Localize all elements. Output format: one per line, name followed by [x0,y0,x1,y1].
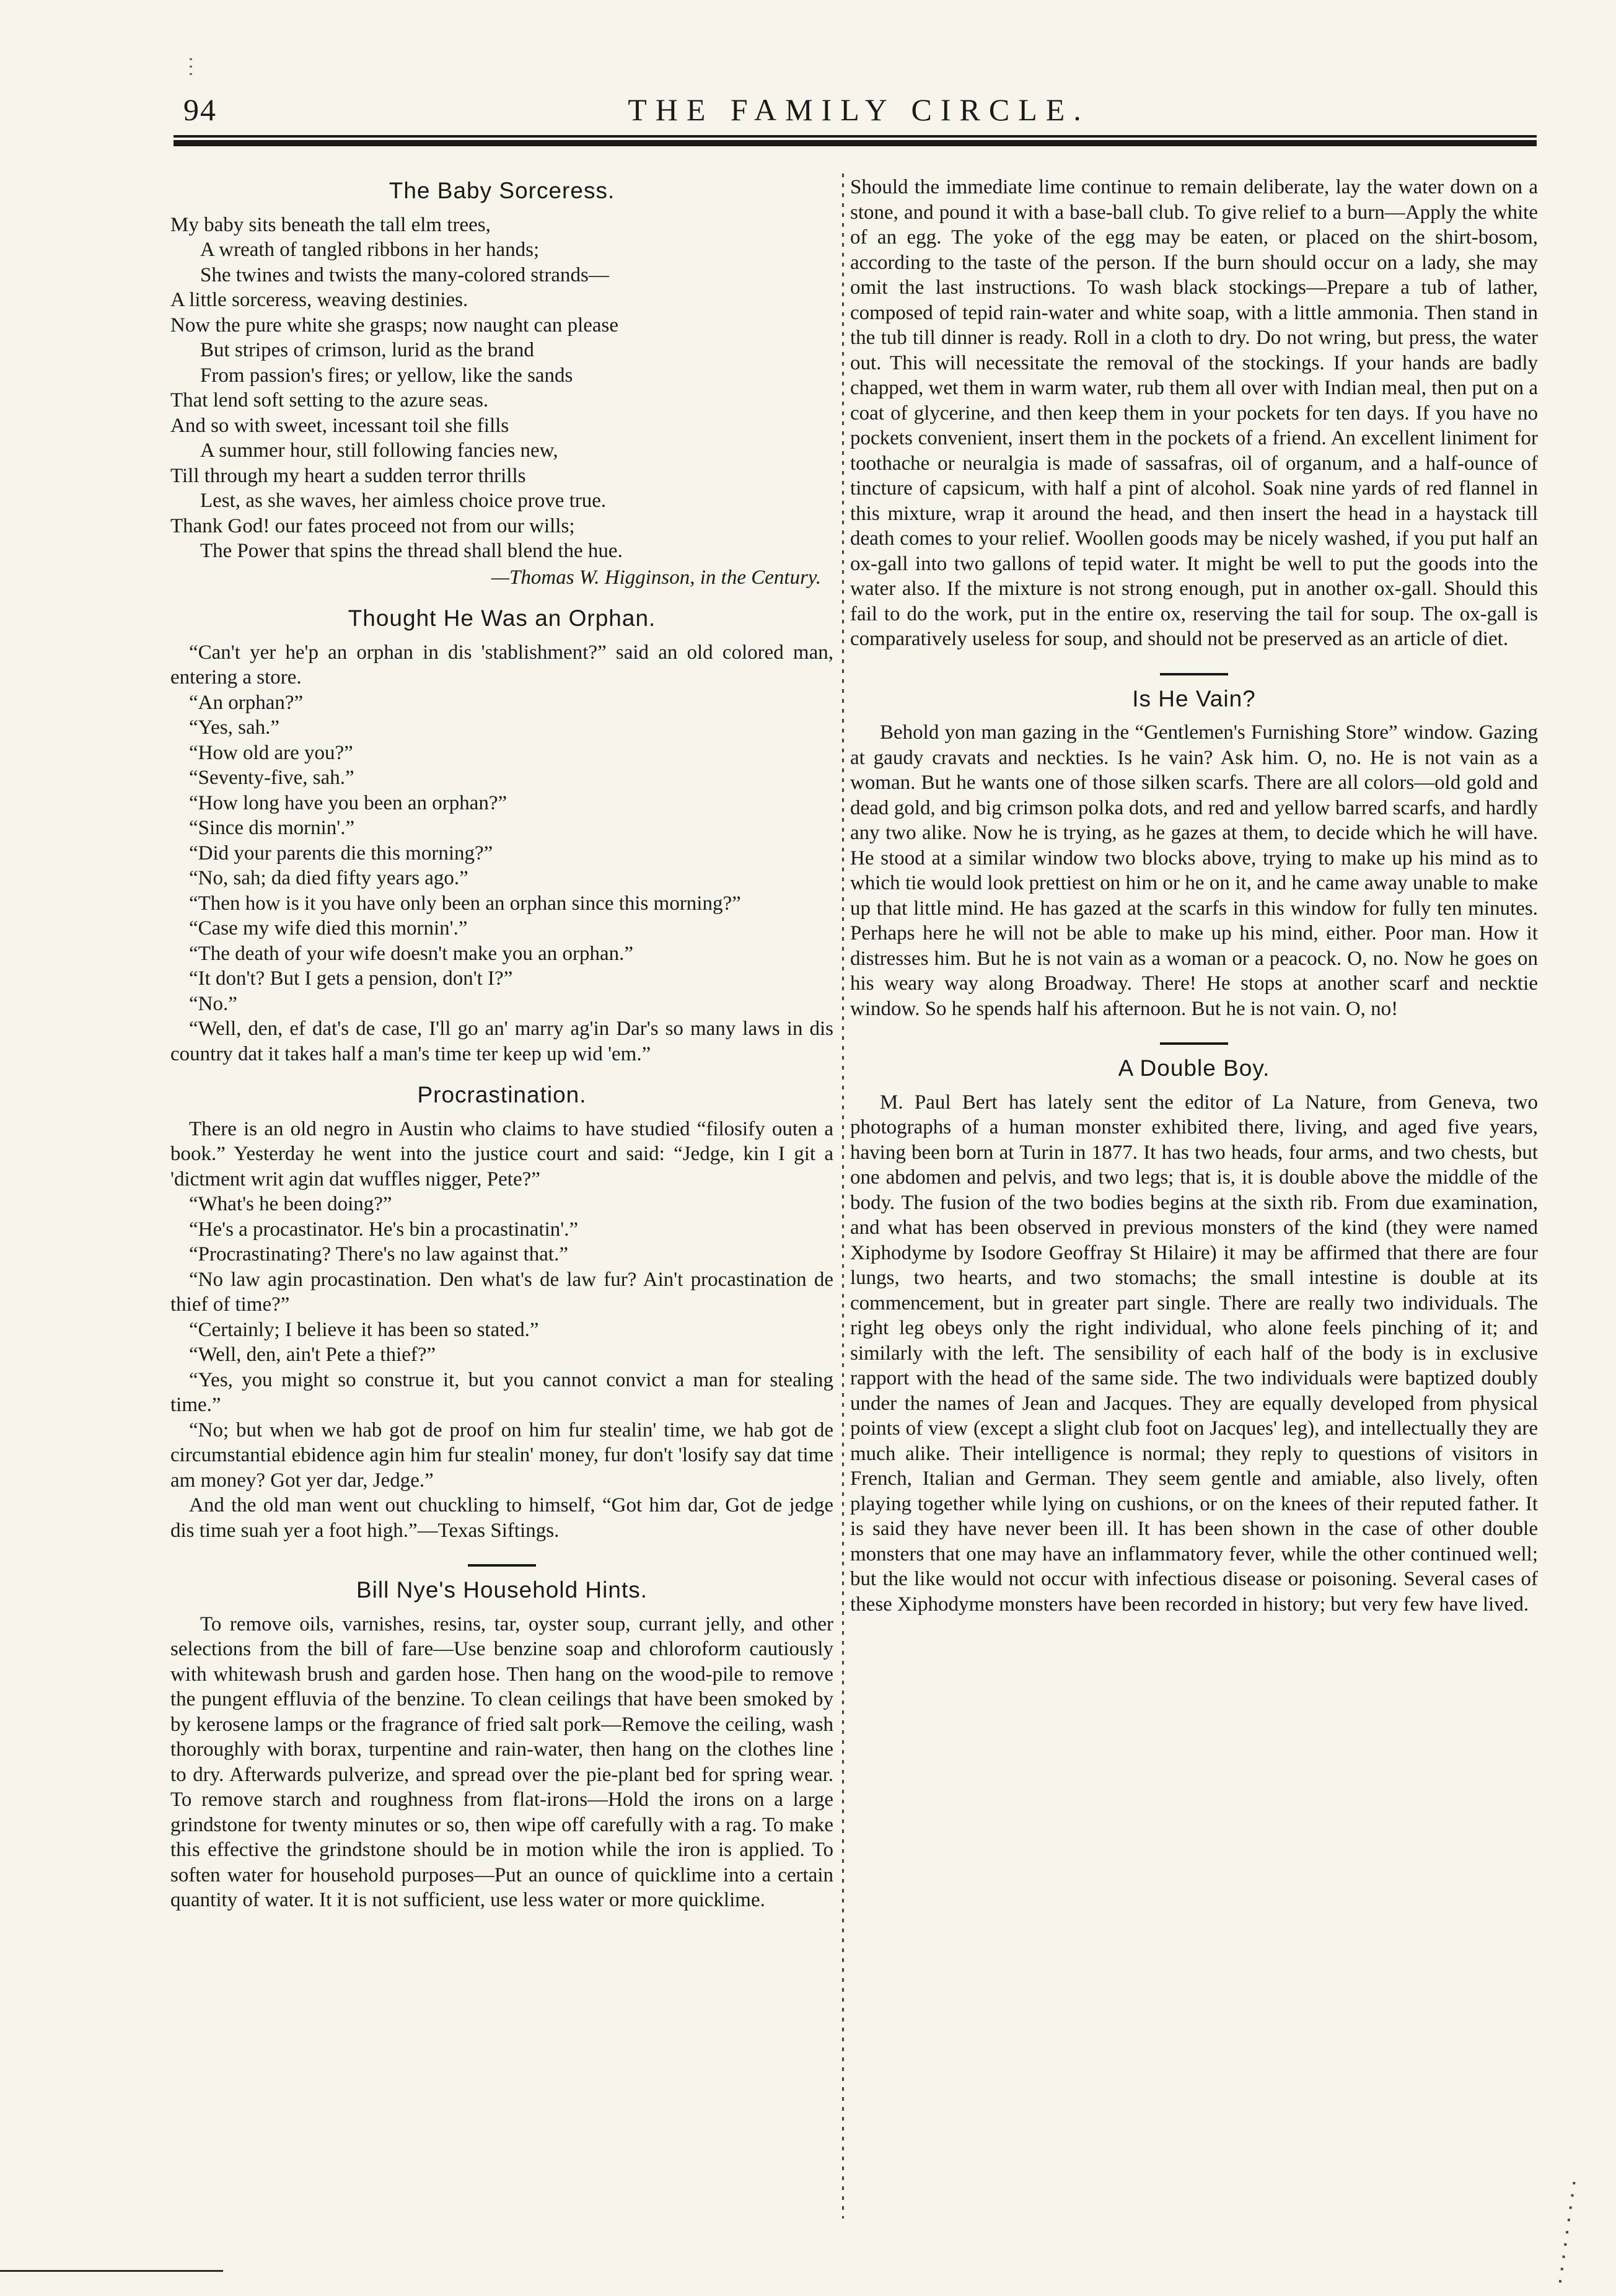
poem-line: Thank God! our fates proceed not from our wills; [170,514,575,537]
article-baby-sorceress [170,178,833,590]
footer-rule [0,2270,223,2272]
scan-edge-mark [1557,2182,1575,2293]
article-bill-nye-continued [850,175,1538,652]
dialogue-line: “How old are you?” [189,741,353,764]
dialogue-line: “He's a procastinator. He's bin a procastinatin'.” [189,1218,579,1241]
body-text: Behold yon man gazing in the “Gentlemen's Furnishing Store” window. Gazing at gaudy cravats and neckties. Is he vain? Ask him. O, no. He is not vain as a woman. But he wants one of those silken scarfs. There are all colors—old gold and dead gold, and big crimson polka dots, and red and yellow barred scarfs, and hardly any two alike. Now he is trying, as he gazes at them, to decide which he will have. He stood at a similar window two blocks above, trying to make up his mind as to which tie would look prettiest on him or he on it, and he came away unable to make up that little mind. He has gazed at the scarfs in this window for fully ten minutes. Perhaps here he will not be able to make up his mind, either. Poor man. How it distresses him. But he is not vain as a woman or a peacock. O, no. Now he goes on his weary way along Broadway. There! He stops at another scarf and necktie window. So he spends half his afternoon. But he is not vain. O, no! [850,721,1538,1020]
article-separator [1160,673,1228,675]
poem-line: A wreath of tangled ribbons in her hands; [200,239,540,261]
dialogue-line: There is an old negro in Austin who claims to have studied “filosify outen a book.” Yesterday he went into the justice court and said: “Jedge, kin I git a 'dictment writ agin dat wuffles nigger, Pete?” [170,1117,833,1190]
dialogue-line: “No law agin procastination. Den what's de law fur? Ain't procastination de thief of time?” [170,1268,833,1316]
headline: The Baby Sorceress. [389,178,615,203]
article-bill-nye [170,1578,833,1913]
headline: Bill Nye's Household Hints. [356,1577,648,1603]
body-text: M. Paul Bert has lately sent the editor of La Nature, from Geneva, two photographs of a human monster exhibited there, living, and aged five years, having been born at Turin in 1877. It has two heads, four arms, and two chests, but one abdomen and pelvis, and two legs; that is, it is double above the middle of the body. The fusion of the two bodies begins at the sixth rib. From due examination, and what has been observed in previous monsters of the kind (they were named Xiphodyme by Isodore Geoffray St Hilaire) it may be affirmed that there are four lungs, two hearts, and two stomachs; the small intestine is double at its commencement, but in greater part single. There are really two individuals. The right leg obeys only the right individual, who alone feels pinching of it; and similarly with the left. The sensibility of each half of the body is in exclusive rapport with the head of the same side. The two individuals were baptized doubly under the names of Jean and Jacques. They are equally developed from physical points of view (except a slight club foot on Jacques' leg), and intellectually they are much alike. Their intelligence is normal; they reply to questions of visitors in French, Italian and German. They seem gentle and amiable, also lively, often playing together while lying on cushions, or on the knees of their reputed father. It is said they have never been ill. It has been shown in the case of other double monsters that one may have an inflammatory fever, while the other continued well; but the like would not occur with infectious disease or poisoning. Several cases of these Xiphodyme monsters have been recorded in history; but very few have lived. [850,1091,1538,1616]
dialogue-line: “Well, den, ain't Pete a thief?” [189,1344,436,1366]
poem-line: From passion's fires; or yellow, like the sands [200,364,573,387]
dialogue-line: “Since dis mornin'.” [189,817,355,839]
article-procrastination [170,1083,833,1543]
dialogue-line: “Can't yer he'p an orphan in dis 'stablishment?” said an old colored man, entering a store. [170,641,833,688]
article-separator [468,1564,536,1567]
dialogue-line: “What's he been doing?” [189,1193,392,1215]
dialogue-line: “Then how is it you have only been an orphan since this morning?” [189,892,741,915]
header-rule-thin [173,135,1537,138]
dialogue-line: “The death of your wife doesn't make you an orphan.” [189,942,634,965]
left-column [170,175,833,1929]
article-double-boy [850,1056,1538,1617]
dialogue-line: “Certainly; I believe it has been so stated.” [189,1318,539,1341]
dialogue-line: And the old man went out chuckling to himself, “Got him dar, Got de jedge dis time suah yer a foot high.”—Texas Siftings. [170,1494,833,1542]
body-text: Should the immediate lime continue to remain deliberate, lay the water down on a stone, and pound it with a base-ball club. To give relief to a burn—Apply the white of an egg. The yoke of the egg may be eaten, or placed on the shirt-bosom, according to the taste of the person. If the burn should occur on a lady, she may omit the last instructions. To wash black stockings—Prepare a tub of lather, composed of tepid rain-water and white soap, with a little ammonia. Then stand in the tub till dinner is ready. Roll in a cloth to dry. Do not wring, but press, the water out. This will necessitate the removal of the stockings. If your hands are badly chapped, wet them in warm water, rub them all over with Indian meal, then put on a coat of glycerine, and then keep them in your pockets for ten days. If you have no pockets convenient, insert them in the pockets of a friend. An excellent liniment for toothache or neuralgia is made of sassafras, oil of organum, and a half-ounce of tincture of capsicum, with half a pint of alcohol. Soak nine yards of red flannel in this mixture, wrap it around the head, and then insert the head in a haystack till death comes to your relief. Woollen goods may be nicely washed, if you put half an ox-gall into two gallons of tepid water. It might be well to put the goods into the water also. If the mixture is not strong enough, put in another ox-gall. Should this fail to do the work, put in the entire ox, reserving the tail for soup. The ox-gall is comparatively useless for soup, and should not be preserved as an article of diet. [850,176,1538,650]
poem-line: Now the pure white she grasps; now naught can please [170,314,619,336]
dialogue-line: “Case my wife died this mornin'.” [189,917,468,939]
dialogue-line: “No; but when we hab got de proof on him fur stealin' time, we hab got de circumstantial ebidence agin him fur stealin' money, fur don't 'losify say dat time am money? Got yer dar, Jedge.” [170,1419,833,1492]
dialogue-line: “No.” [189,992,237,1015]
dialogue-line: “Yes, you might so construe it, but you cannot convict a man for stealing time.” [170,1368,833,1416]
masthead [183,92,1534,135]
column-divider [842,174,844,2219]
poem-line: The Power that spins the thread shall blend the hue. [200,540,623,562]
poem-line: A little sorceress, weaving destinies. [170,289,468,311]
poem-line: Till through my heart a sudden terror thrills [170,464,526,487]
header-rule-thick [173,140,1537,146]
dialogue-line: “Well, den, ef dat's de case, I'll go an' marry ag'in Dar's so many laws in dis country dat it takes half a man's time ter keep up wid 'em.” [170,1018,833,1065]
article-orphan [170,606,833,1067]
article-separator [1160,1042,1228,1045]
dialogue-line: “Yes, sah.” [189,716,280,739]
headline: Thought He Was an Orphan. [348,605,656,631]
page-number: 94 [183,92,217,127]
headline: A Double Boy. [1118,1055,1270,1081]
headline: Is He Vain? [1132,685,1256,711]
dialogue-line: “An orphan?” [189,691,304,714]
poem-line: And so with sweet, incessant toil she fills [170,414,509,437]
poem-line: My baby sits beneath the tall elm trees, [170,213,491,236]
scan-mark [190,58,192,77]
poem-line: That lend soft setting to the azure seas. [170,389,489,411]
attribution: —Thomas W. Higginson, in the Century. [491,566,821,589]
dialogue-line: “Seventy-five, sah.” [189,767,354,789]
poem-line: But stripes of crimson, lurid as the brand [200,339,534,361]
headline: Procrastination. [417,1082,587,1107]
dialogue-line: “It don't? But I gets a pension, don't I?” [189,967,513,990]
dialogue-line: “No, sah; da died fifty years ago.” [189,867,468,889]
poem-line: She twines and twists the many-colored strands— [200,263,609,286]
poem-line: A summer hour, still following fancies new, [200,439,558,462]
article-is-he-vain [850,687,1538,1022]
dialogue-line: “Did your parents die this morning?” [189,842,493,864]
poem-line: Lest, as she waves, her aimless choice prove true. [200,490,607,512]
body-text: To remove oils, varnishes, resins, tar, oyster soup, currant jelly, and other selections from the bill of fare—Use benzine soap and chloroform cautiously with whitewash brush and garden hose. Then hang on the wood-pile to remove the pungent effluvia of the benzine. To clean ceilings that have been smoked by by kerosene lamps or the fragrance of fried salt pork—Remove the ceiling, wash thoroughly with borax, turpentine and rain-water, then hang on the clothes line to dry. Afterwards pulverize, and spread over the pie-plant bed for spring wear. To remove starch and roughness from flat-irons—Hold the irons on a large grindstone for twenty minutes or so, then wipe off carefully with a rag. To make this effective the grindstone should be in motion while the iron is applied. To soften water for household purposes—Put an ounce of quicklime into a certain quantity of water. It it is not sufficient, use less water or more quicklime. [170,1612,833,1911]
journal-title: THE FAMILY CIRCLE. [628,92,1090,127]
dialogue-line: “How long have you been an orphan?” [189,791,507,814]
dialogue-line: “Procrastinating? There's no law against that.” [189,1243,568,1265]
right-column [850,175,1538,1633]
